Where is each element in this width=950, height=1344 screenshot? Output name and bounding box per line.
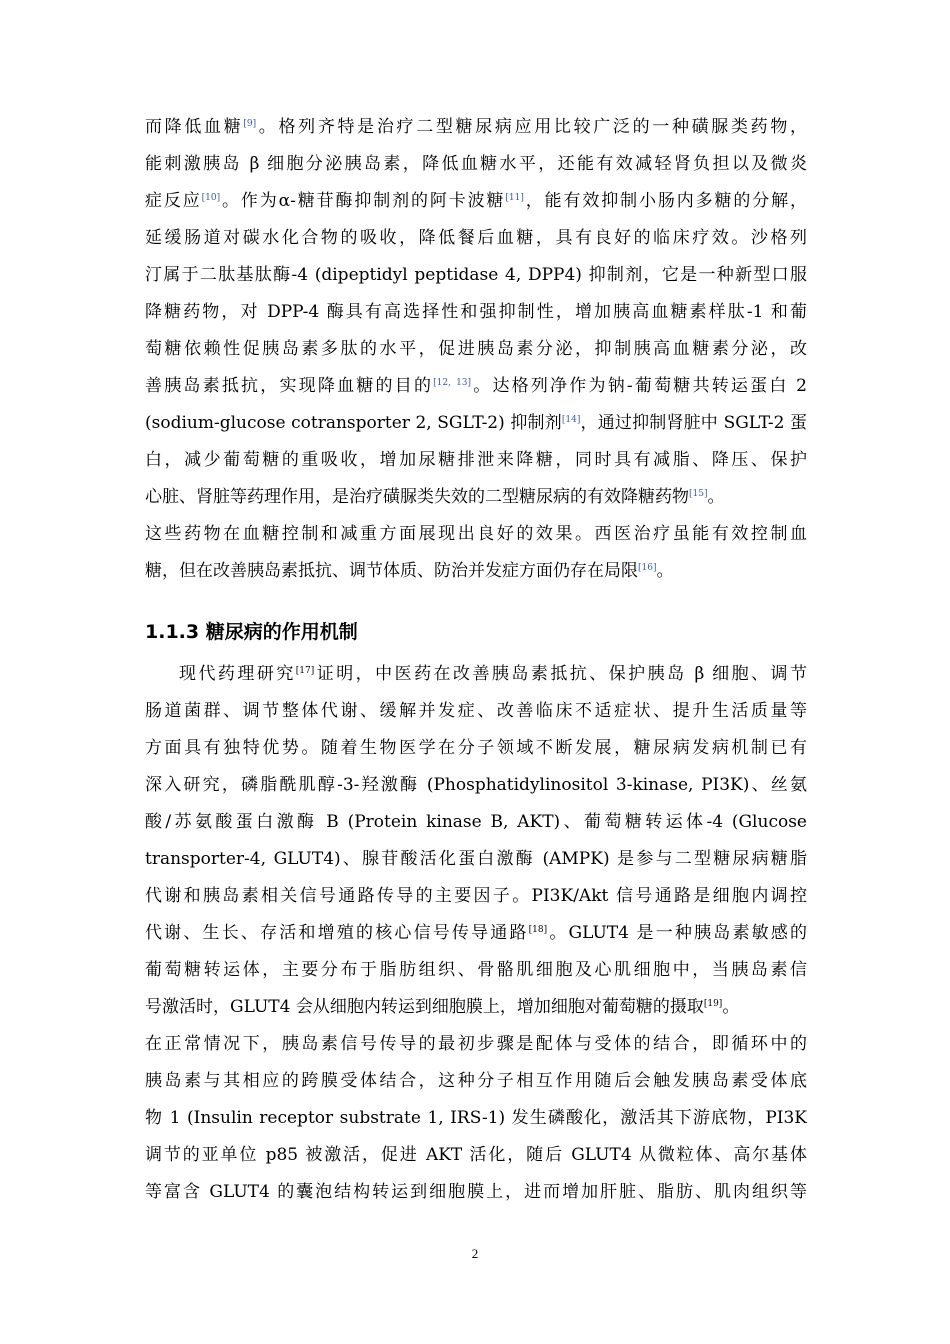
citation: [18] — [528, 925, 548, 935]
text-line: 萄糖依赖性促胰岛素多肽的水平，促进胰岛素分泌，抑制胰高血糖素分泌，改 — [145, 339, 807, 359]
text-line: 方面具有独特优势。随着生物医学在分子领域不断发展，糖尿病发病机制已有 — [145, 738, 807, 758]
citation-link[interactable]: [12, 13] — [433, 378, 472, 388]
text-line: 善胰岛素抵抗，实现降血糖的目的[12, 13]。达格列净作为钠-葡萄糖共转运蛋白 2 — [145, 376, 807, 396]
text-line: 深入研究，磷脂酰肌醇-3-羟激酶 (Phosphatidylinositol 3-kinase, PI3K)、丝氨 — [145, 775, 807, 795]
text-line: 代谢和胰岛素相关信号通路传导的主要因子。PI3K/Akt 信号通路是细胞内调控 — [145, 886, 807, 906]
text-line: 延缓肠道对碳水化合物的吸收，降低餐后血糖，具有良好的临床疗效。沙格列 — [145, 228, 807, 248]
text-line: 等富含 GLUT4 的囊泡结构转运到细胞膜上，进而增加肝脏、脂肪、肌肉组织等 — [145, 1182, 807, 1202]
text-line: 号激活时，GLUT4 会从细胞内转运到细胞膜上，增加细胞对葡萄糖的摄取[19]。 — [145, 997, 740, 1017]
text-line: 调节的亚单位 p85 被激活，促进 AKT 活化，随后 GLUT4 从微粒体、高尔基体 — [145, 1145, 807, 1165]
text-line: 白，减少葡萄糖的重吸收，增加尿糖排泄来降糖，同时具有减脂、降压、保护 — [145, 450, 807, 470]
text-line: 葡萄糖转运体，主要分布于脂肪组织、骨骼肌细胞及心肌细胞中，当胰岛素信 — [145, 960, 807, 980]
text-line: 现代药理研究[17]证明，中医药在改善胰岛素抵抗、保护胰岛 β 细胞、调节 — [179, 664, 807, 684]
text-line: (sodium-glucose cotransporter 2, SGLT-2) 抑制剂[14]，通过抑制肾脏中 SGLT-2 蛋 — [145, 413, 807, 433]
paragraph-mechanism — [145, 656, 807, 1211]
text-line: transporter-4, GLUT4)、腺苷酸活化蛋白激酶 (AMPK) 是参与二型糖尿病糖脂 — [145, 849, 807, 869]
text-line: 汀属于二肽基肽酶-4 (dipeptidyl peptidase 4, DPP4) 抑制剂，它是一种新型口服 — [145, 265, 807, 285]
text-line: 症反应[10]。作为α-糖苷酶抑制剂的阿卡波糖[11]，能有效抑制小肠内多糖的分解， — [145, 191, 807, 211]
text-line: 这些药物在血糖控制和减重方面展现出良好的效果。西医治疗虽能有效控制血 — [145, 524, 807, 544]
text-line: 代谢、生长、存活和增殖的核心信号传导通路[18]。GLUT4 是一种胰岛素敏感的 — [145, 923, 807, 943]
citation-link[interactable]: [11] — [505, 193, 524, 203]
citation-link[interactable]: [14] — [561, 415, 581, 425]
text-line: 物 1 (Insulin receptor substrate 1, IRS-1) 发生磷酸化，激活其下游底物，PI3K — [145, 1108, 807, 1128]
text-line: 肠道菌群、调节整体代谢、缓解并发症、改善临床不适症状、提升生活质量等 — [145, 701, 807, 721]
page-number: 2 — [471, 1246, 479, 1261]
text-line: 而降低血糖[9]。格列齐特是治疗二型糖尿病应用比较广泛的一种磺脲类药物， — [145, 117, 807, 137]
text-line: 降糖药物，对 DPP-4 酶具有高选择性和强抑制性，增加胰高血糖素样肽-1 和葡 — [145, 302, 807, 322]
citation-link[interactable]: [15] — [689, 489, 708, 499]
text-line: 心脏、肾脏等药理作用，是治疗磺脲类失效的二型糖尿病的有效降糖药物[15]。 — [145, 487, 725, 507]
text-line: 糖，但在改善胰岛素抵抗、调节体质、防治并发症方面仍存在局限[16]。 — [145, 561, 674, 581]
citation-link[interactable]: [9] — [243, 119, 257, 129]
citation-link[interactable]: [16] — [638, 563, 657, 573]
citation: [17] — [295, 666, 315, 676]
text-line: 能刺激胰岛 β 细胞分泌胰岛素，降低血糖水平，还能有效减轻肾负担以及微炎 — [145, 154, 807, 174]
citation: [19] — [703, 999, 723, 1009]
paragraph-treatment-drugs — [145, 109, 807, 590]
text-line: 在正常情况下，胰岛素信号传导的最初步骤是配体与受体的结合，即循环中的 — [145, 1034, 807, 1054]
text-line: 胰岛素与其相应的跨膜受体结合，这种分子相互作用随后会触发胰岛素受体底 — [145, 1071, 807, 1091]
section-heading: 1.1.3 糖尿病的作用机制 — [145, 621, 358, 643]
text-line: 酸/苏氨酸蛋白激酶 B (Protein kinase B, AKT)、葡萄糖转运体-4 (Glucose — [145, 812, 807, 832]
citation-link[interactable]: [10] — [201, 193, 221, 203]
